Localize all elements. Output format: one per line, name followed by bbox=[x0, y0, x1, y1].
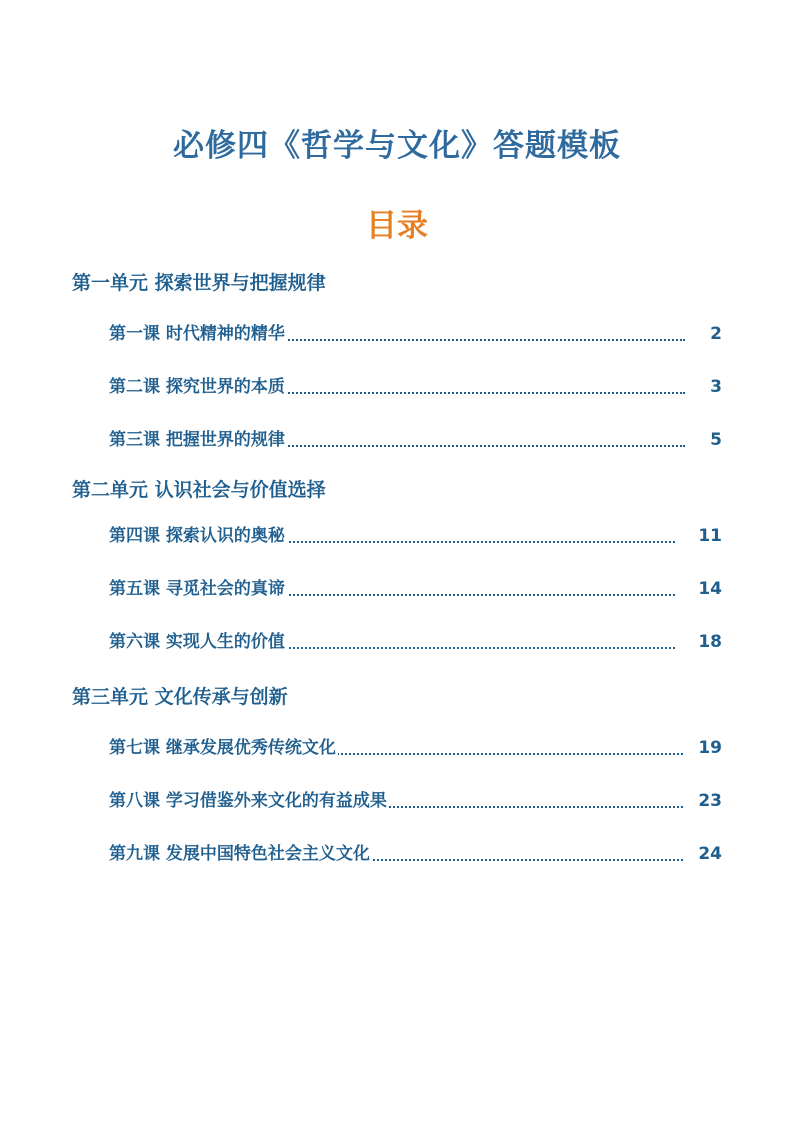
toc-page-number: 24 bbox=[698, 844, 722, 864]
toc-lesson-label: 第五课 寻觅社会的真谛 bbox=[109, 576, 287, 602]
toc-page-number: 18 bbox=[698, 632, 722, 652]
toc-heading: 目录 bbox=[366, 208, 428, 244]
toc-lesson-label: 第八课 学习借鉴外来文化的有益成果 bbox=[109, 788, 389, 814]
toc-page-number: 2 bbox=[710, 324, 722, 344]
toc-page-number: 3 bbox=[710, 377, 722, 397]
toc-lesson-label: 第四课 探索认识的奥秘 bbox=[109, 523, 287, 549]
toc-page-number: 23 bbox=[698, 791, 722, 811]
toc-lesson-label: 第三课 把握世界的规律 bbox=[109, 427, 287, 453]
toc-lesson-8[interactable] bbox=[109, 788, 722, 814]
toc-lesson-label: 第二课 探究世界的本质 bbox=[109, 374, 287, 400]
toc-lesson-2[interactable] bbox=[109, 374, 722, 400]
document-title: 必修四《哲学与文化》答题模板 bbox=[173, 128, 621, 164]
toc-lesson-label: 第九课 发展中国特色社会主义文化 bbox=[109, 841, 372, 867]
toc-lesson-1[interactable] bbox=[109, 321, 722, 347]
toc-lesson-5[interactable] bbox=[109, 576, 722, 602]
toc-lesson-6[interactable] bbox=[109, 629, 722, 655]
toc-unit-2[interactable]: 第二单元 认识社会与价值选择 bbox=[72, 479, 326, 501]
toc-page-number: 11 bbox=[698, 526, 722, 546]
toc-unit-3[interactable]: 第三单元 文化传承与创新 bbox=[72, 686, 288, 708]
toc-page-number: 14 bbox=[698, 579, 722, 599]
toc-unit-1[interactable]: 第一单元 探索世界与把握规律 bbox=[72, 272, 326, 294]
toc-page-number: 19 bbox=[698, 738, 722, 758]
toc-lesson-7[interactable] bbox=[109, 735, 722, 761]
toc-lesson-4[interactable] bbox=[109, 523, 722, 549]
toc-page-number: 5 bbox=[710, 430, 722, 450]
toc-lesson-label: 第六课 实现人生的价值 bbox=[109, 629, 287, 655]
toc-lesson-9[interactable] bbox=[109, 841, 722, 867]
toc-lesson-label: 第一课 时代精神的精华 bbox=[109, 321, 287, 347]
toc-lesson-3[interactable] bbox=[109, 427, 722, 453]
toc-lesson-label: 第七课 继承发展优秀传统文化 bbox=[109, 735, 338, 761]
